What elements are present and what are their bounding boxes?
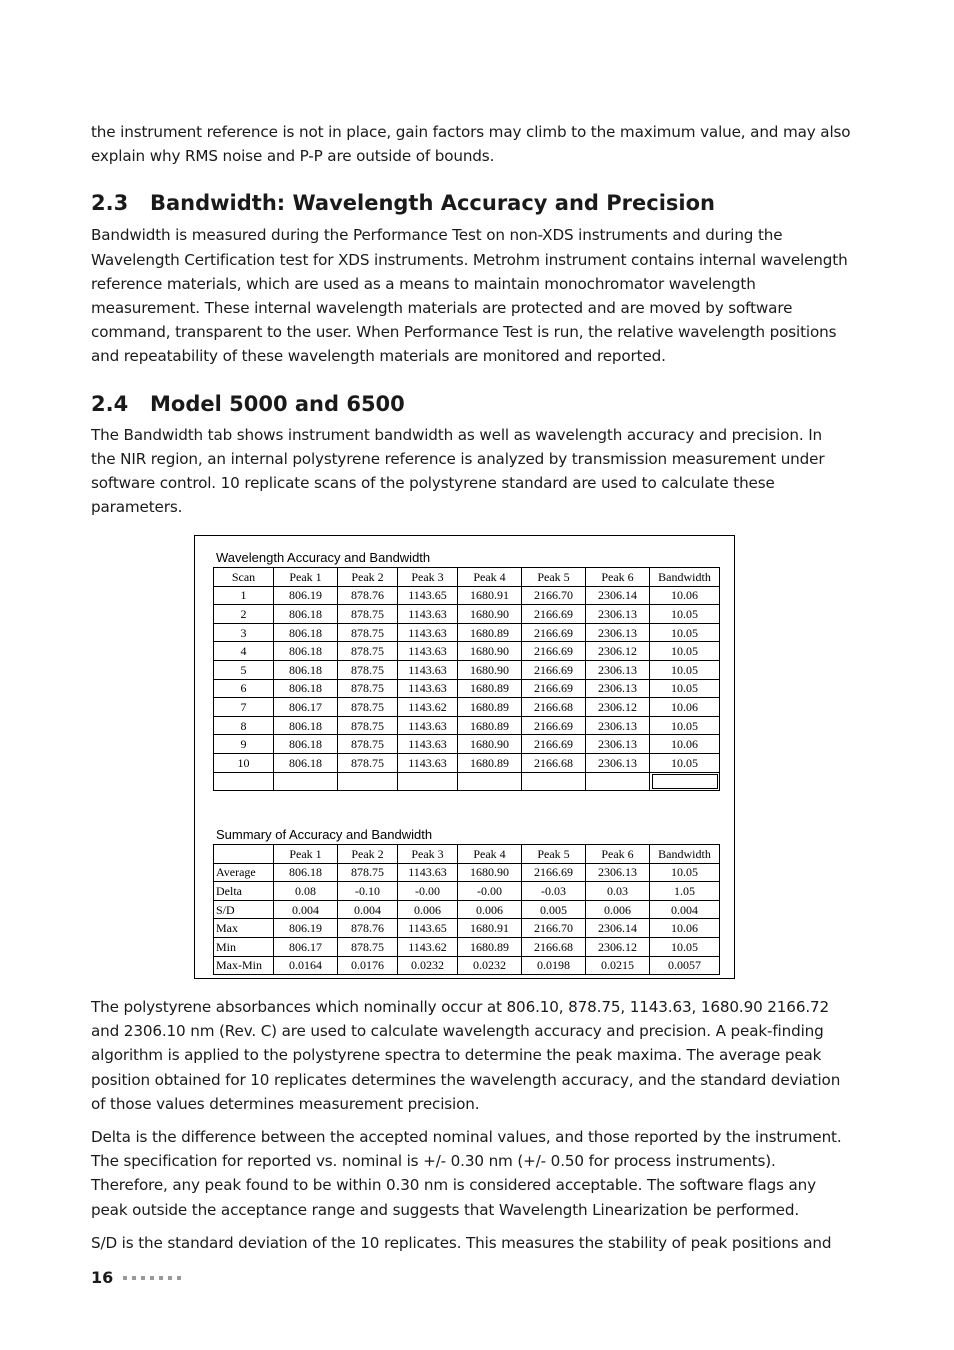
table-cell: 0.0232 (398, 956, 458, 975)
table-cell: 2306.14 (586, 919, 650, 938)
table-cell: 10.05 (650, 716, 720, 735)
table-row (214, 937, 720, 956)
table-cell: 10.06 (650, 735, 720, 754)
table-cell: 2306.12 (586, 642, 650, 661)
table-cell: 10.06 (650, 586, 720, 605)
table-cell: 2166.69 (522, 735, 586, 754)
table-cell: 806.17 (274, 698, 338, 717)
table-cell: 878.75 (338, 716, 398, 735)
table-cell: 0.0057 (650, 956, 720, 975)
table-cell: 1143.63 (398, 605, 458, 624)
table-cell: 2306.13 (586, 753, 650, 772)
table-cell: 2306.13 (586, 716, 650, 735)
header-cell: Peak 4 (458, 845, 522, 864)
table-cell: 0.0198 (522, 956, 586, 975)
table-cell: 2166.69 (522, 716, 586, 735)
table-row (214, 900, 720, 919)
table-cell: 2306.13 (586, 863, 650, 882)
table-cell: 2166.69 (522, 605, 586, 624)
table-cell: 1680.90 (458, 660, 522, 679)
table-cell: 0.03 (586, 882, 650, 901)
table-cell: 1680.90 (458, 735, 522, 754)
table-cell: 2166.69 (522, 623, 586, 642)
header-cell: Bandwidth (650, 845, 720, 864)
table-cell: 1680.90 (458, 642, 522, 661)
table-cell: Average (214, 863, 274, 882)
header-cell: Scan (214, 568, 274, 587)
table1-caption: Wavelength Accuracy and Bandwidth (216, 550, 431, 565)
table-cell: 2166.69 (522, 642, 586, 661)
table-cell: 1143.63 (398, 660, 458, 679)
table-cell: 806.19 (274, 919, 338, 938)
table-cell: 10.05 (650, 679, 720, 698)
table-cell: 1143.65 (398, 919, 458, 938)
table-cell: 878.75 (338, 863, 398, 882)
table-cell: 8 (214, 716, 274, 735)
header-cell: Peak 3 (398, 568, 458, 587)
table-cell: 0.0164 (274, 956, 338, 975)
table-cell: 1680.89 (458, 753, 522, 772)
table-cell: 0.005 (522, 900, 586, 919)
table-cell: 1680.89 (458, 679, 522, 698)
table-cell: 806.19 (274, 586, 338, 605)
table-cell: 7 (214, 698, 274, 717)
header-cell: Peak 4 (458, 568, 522, 587)
table-cell: 0.006 (586, 900, 650, 919)
table-cell (586, 772, 650, 791)
section-2-4-heading (91, 390, 851, 418)
page-content (91, 120, 851, 519)
table-row (214, 660, 720, 679)
section-title: Model 5000 and 6500 (150, 391, 405, 416)
table-row (214, 919, 720, 938)
header-cell: Peak 6 (586, 568, 650, 587)
table-cell: 2166.70 (522, 919, 586, 938)
table-cell: 1143.65 (398, 586, 458, 605)
table-cell: 0.004 (338, 900, 398, 919)
table-cell: 0.08 (274, 882, 338, 901)
delta-paragraph: Delta is the difference between the accepted nominal values, and those reported by the instrument. The specification for reported vs. nominal is +/- 0.30 nm (+/- 0.50 for process instruments). Therefore, any peak found to be within 0.30 nm is considered acceptable. The software flags any peak outside the acceptance range and suggests that Wavelength Linearization be performed. (91, 1128, 842, 1219)
table-cell: 10 (214, 753, 274, 772)
table-cell: 878.75 (338, 623, 398, 642)
header-cell: Peak 5 (522, 845, 586, 864)
summary-table (213, 844, 720, 975)
table-row (214, 698, 720, 717)
table-header-row (214, 845, 720, 864)
table-cell: -0.00 (458, 882, 522, 901)
header-cell: Peak 1 (274, 845, 338, 864)
table-row (214, 863, 720, 882)
table-cell: 5 (214, 660, 274, 679)
table-cell: 10.05 (650, 660, 720, 679)
table-cell: 806.18 (274, 863, 338, 882)
table-cell: 0.0215 (586, 956, 650, 975)
table-cell: 878.75 (338, 679, 398, 698)
table-cell: 2306.12 (586, 698, 650, 717)
table-cell: 2166.69 (522, 679, 586, 698)
table-cell: 1680.89 (458, 623, 522, 642)
table-row (214, 586, 720, 605)
table-cell: 2166.68 (522, 937, 586, 956)
table-cell: 0.004 (650, 900, 720, 919)
table-cell: 10.06 (650, 698, 720, 717)
table-cell: -0.10 (338, 882, 398, 901)
table-row (214, 716, 720, 735)
table-cell: 9 (214, 735, 274, 754)
table-cell: 878.76 (338, 586, 398, 605)
table-cell: 1143.63 (398, 863, 458, 882)
header-cell: Peak 6 (586, 845, 650, 864)
table-cell: 10.06 (650, 919, 720, 938)
section-2-4-paragraph: The Bandwidth tab shows instrument bandwidth as well as wavelength accuracy and precision. In the NIR region, an internal polystyrene reference is analyzed by transmission measurement under software control. 10 replicate scans of the polystyrene standard are used to calculate these parameters. (91, 425, 825, 517)
header-cell: Peak 3 (398, 845, 458, 864)
table-cell: 1143.63 (398, 642, 458, 661)
table-row (214, 735, 720, 754)
table-cell: 10.05 (650, 642, 720, 661)
table-cell: 0.006 (398, 900, 458, 919)
header-cell: Peak 2 (338, 845, 398, 864)
header-cell: Peak 1 (274, 568, 338, 587)
table-cell (214, 772, 274, 791)
table-cell (522, 772, 586, 791)
section-title: Bandwidth: Wavelength Accuracy and Precision (150, 191, 715, 216)
table-cell (458, 772, 522, 791)
table-cell: 806.18 (274, 642, 338, 661)
table-cell: 806.18 (274, 623, 338, 642)
table-cell: S/D (214, 900, 274, 919)
polystyrene-paragraph: The polystyrene absorbances which nominally occur at 806.10, 878.75, 1143.63, 1680.90 2166.72 and 2306.10 nm (Rev. C) are used to calculate wavelength accuracy and precision. A peak-finding algorithm is applied to the polystyrene spectra to determine the peak maxima. The average peak position obtained for 10 replicates determines the wavelength accuracy, and the standard deviation of those values determines measurement precision. (91, 998, 841, 1113)
table2-caption: Summary of Accuracy and Bandwidth (216, 827, 433, 842)
table-cell: 1680.90 (458, 863, 522, 882)
table-row (214, 679, 720, 698)
table-cell: Min (214, 937, 274, 956)
table-cell: 878.75 (338, 937, 398, 956)
table-cell: 2166.69 (522, 660, 586, 679)
table-cell (398, 772, 458, 791)
table-cell: 1143.62 (398, 698, 458, 717)
table-cell: 878.75 (338, 605, 398, 624)
table-cell: 10.05 (650, 623, 720, 642)
bandwidth-figure (194, 535, 735, 979)
table-cell (650, 772, 720, 791)
table-cell: Max (214, 919, 274, 938)
table-cell: 2166.70 (522, 586, 586, 605)
table-cell: 10.05 (650, 605, 720, 624)
table-cell: 2306.13 (586, 623, 650, 642)
table-cell: 1143.63 (398, 623, 458, 642)
table-cell: 806.18 (274, 735, 338, 754)
table-header-row (214, 568, 720, 587)
table-cell: 4 (214, 642, 274, 661)
table-cell: 1680.91 (458, 919, 522, 938)
table-cell: 10.05 (650, 937, 720, 956)
table-cell: 806.17 (274, 937, 338, 956)
table-cell: 2166.69 (522, 863, 586, 882)
table-cell: 2306.12 (586, 937, 650, 956)
table-cell: 806.18 (274, 605, 338, 624)
table-cell: 1680.90 (458, 605, 522, 624)
header-cell (214, 845, 274, 864)
table-cell (274, 772, 338, 791)
table-cell: 2166.68 (522, 698, 586, 717)
table-cell: 2 (214, 605, 274, 624)
table-cell: 878.75 (338, 735, 398, 754)
table-cell: 2166.68 (522, 753, 586, 772)
table-cell: 1143.62 (398, 937, 458, 956)
table-row (214, 956, 720, 975)
table-cell: 878.75 (338, 642, 398, 661)
table-cell: 878.75 (338, 660, 398, 679)
table-cell: 1680.89 (458, 716, 522, 735)
table-cell: 1143.63 (398, 753, 458, 772)
table-row (214, 772, 720, 791)
table-cell: 10.05 (650, 753, 720, 772)
table-cell: 2306.13 (586, 735, 650, 754)
table-cell: 1680.91 (458, 586, 522, 605)
table-cell: 1 (214, 586, 274, 605)
table-cell: 1143.63 (398, 716, 458, 735)
table-cell: 806.18 (274, 679, 338, 698)
table-cell: Max-Min (214, 956, 274, 975)
wavelength-accuracy-table (213, 567, 720, 791)
table-cell: -0.00 (398, 882, 458, 901)
table-cell: 2306.13 (586, 605, 650, 624)
table-cell: 0.006 (458, 900, 522, 919)
table-cell: 0.0232 (458, 956, 522, 975)
lower-content (91, 995, 851, 1255)
section-number: 2.3 (91, 191, 129, 216)
table-cell: 1143.63 (398, 735, 458, 754)
table-row (214, 605, 720, 624)
table-cell: -0.03 (522, 882, 586, 901)
table-cell: 0.0176 (338, 956, 398, 975)
table-row (214, 623, 720, 642)
table-cell: 1680.89 (458, 937, 522, 956)
table-cell: 2306.13 (586, 679, 650, 698)
table-cell: 3 (214, 623, 274, 642)
table-cell: 878.75 (338, 753, 398, 772)
header-cell: Peak 2 (338, 568, 398, 587)
table-cell: 806.18 (274, 716, 338, 735)
table-cell: 6 (214, 679, 274, 698)
table-row (214, 753, 720, 772)
table-cell: 806.18 (274, 660, 338, 679)
table-cell: 2306.14 (586, 586, 650, 605)
table-cell: 2306.13 (586, 660, 650, 679)
table-cell: 878.75 (338, 698, 398, 717)
table-cell: 1.05 (650, 882, 720, 901)
section-2-3-paragraph: Bandwidth is measured during the Performance Test on non-XDS instruments and during the Wavelength Certification test for XDS instruments. Metrohm instrument contains internal wavelength reference materials, which are used as a means to maintain monochromator wavelength measurement. These internal wavelength materials are protected and are moved by software command, transparent to the user. When Performance Test is run, the relative wavelength positions and repeatability of these wavelength materials are monitored and reported. (91, 226, 848, 366)
section-2-3-heading (91, 189, 851, 217)
page-footer (91, 1268, 181, 1287)
footer-dots-icon (123, 1276, 181, 1280)
table-cell: 1143.63 (398, 679, 458, 698)
table-cell: 0.004 (274, 900, 338, 919)
table-row (214, 642, 720, 661)
table-cell: 1680.89 (458, 698, 522, 717)
table-cell: 806.18 (274, 753, 338, 772)
header-cell: Peak 5 (522, 568, 586, 587)
sd-paragraph: S/D is the standard deviation of the 10 replicates. This measures the stability of peak positions and (91, 1233, 832, 1252)
page-number: 16 (91, 1268, 114, 1287)
table-cell: Delta (214, 882, 274, 901)
table-row (214, 882, 720, 901)
section-number: 2.4 (91, 391, 129, 416)
intro-paragraph: the instrument reference is not in place, gain factors may climb to the maximum value, and may also explain why RMS noise and P-P are outside of bounds. (91, 123, 851, 166)
table-cell: 878.76 (338, 919, 398, 938)
table-cell (338, 772, 398, 791)
table-cell: 10.05 (650, 863, 720, 882)
header-cell: Bandwidth (650, 568, 720, 587)
